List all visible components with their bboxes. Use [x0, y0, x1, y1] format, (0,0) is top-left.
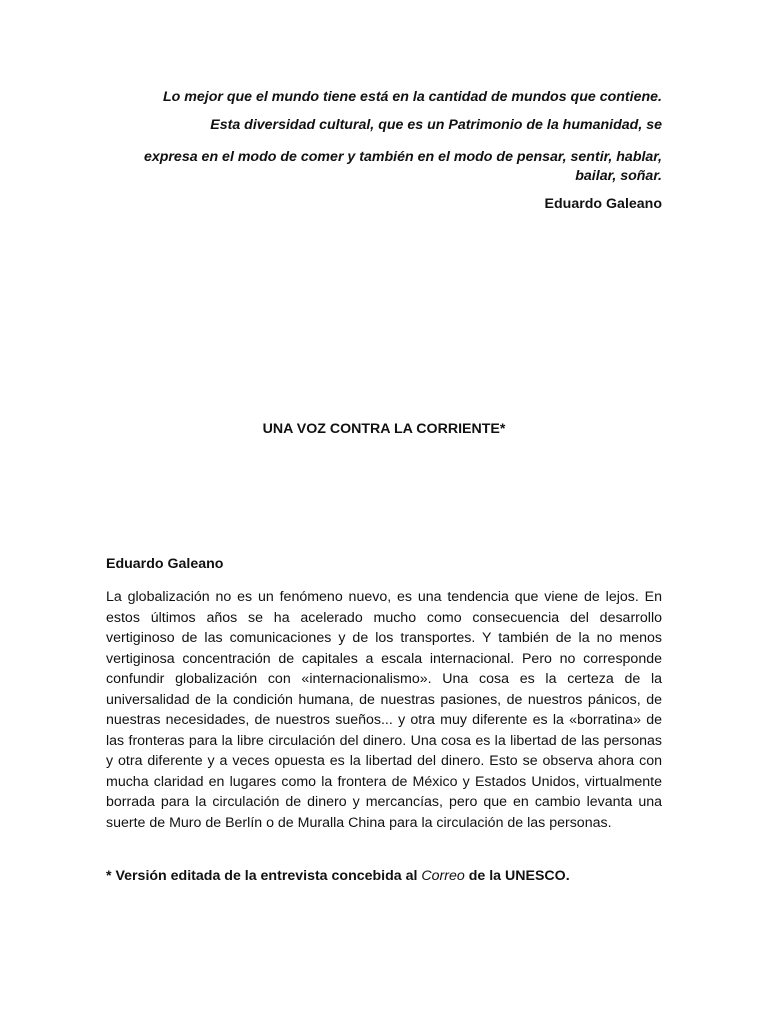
footnote-italic-title: Correo	[421, 868, 465, 884]
footnote-text-before: * Versión editada de la entrevista concebida al	[106, 868, 422, 884]
epigraph-line-1: Lo mejor que el mundo tiene está en la cantidad de mundos que contiene.	[162, 89, 662, 105]
epigraph-line-3: expresa en el modo de comer y también en el modo de pensar, sentir, hablar, bailar, soñar.	[143, 149, 662, 184]
article-title: UNA VOZ CONTRA LA CORRIENTE*	[262, 421, 506, 437]
article-byline: Eduardo Galeano	[106, 556, 224, 572]
epigraph	[106, 88, 662, 214]
epigraph-author: Eduardo Galeano	[544, 196, 662, 212]
epigraph-line-2: Esta diversidad cultural, que es un Patrimonio de la humanidad, se	[210, 117, 662, 133]
footnote-text-after: de la UNESCO.	[464, 868, 570, 884]
footnote	[106, 867, 662, 886]
article-body: La globalización no es un fenómeno nuevo, es una tendencia que viene de lejos. En estos últimos años se ha acelerado mucho como consecuencia del desarrollo vertiginoso de las comunicaciones y de los transportes. Y también de la no menos vertiginosa concentración de capitales a escala internacional. Pero no corresponde confundir globalización con «internacionalismo». Una cosa es la certeza de la universalidad de la condición humana, de nuestras pasiones, de nuestros pánicos, de nuestras necesidades, de nuestros sueños... y otra muy diferente es la «borratina» de las fronteras para la libre circulación del dinero. Una cosa es la libertad de las personas y otra diferente y a veces opuesta es la libertad del dinero. Esto se observa ahora con mucha claridad en lugares como la frontera de México y Estados Unidos, virtualmente borrada para la circulación de dinero y mercancías, pero que en cambio levanta una suerte de Muro de Berlín o de Muralla China para la circulación de las personas.	[106, 589, 662, 831]
